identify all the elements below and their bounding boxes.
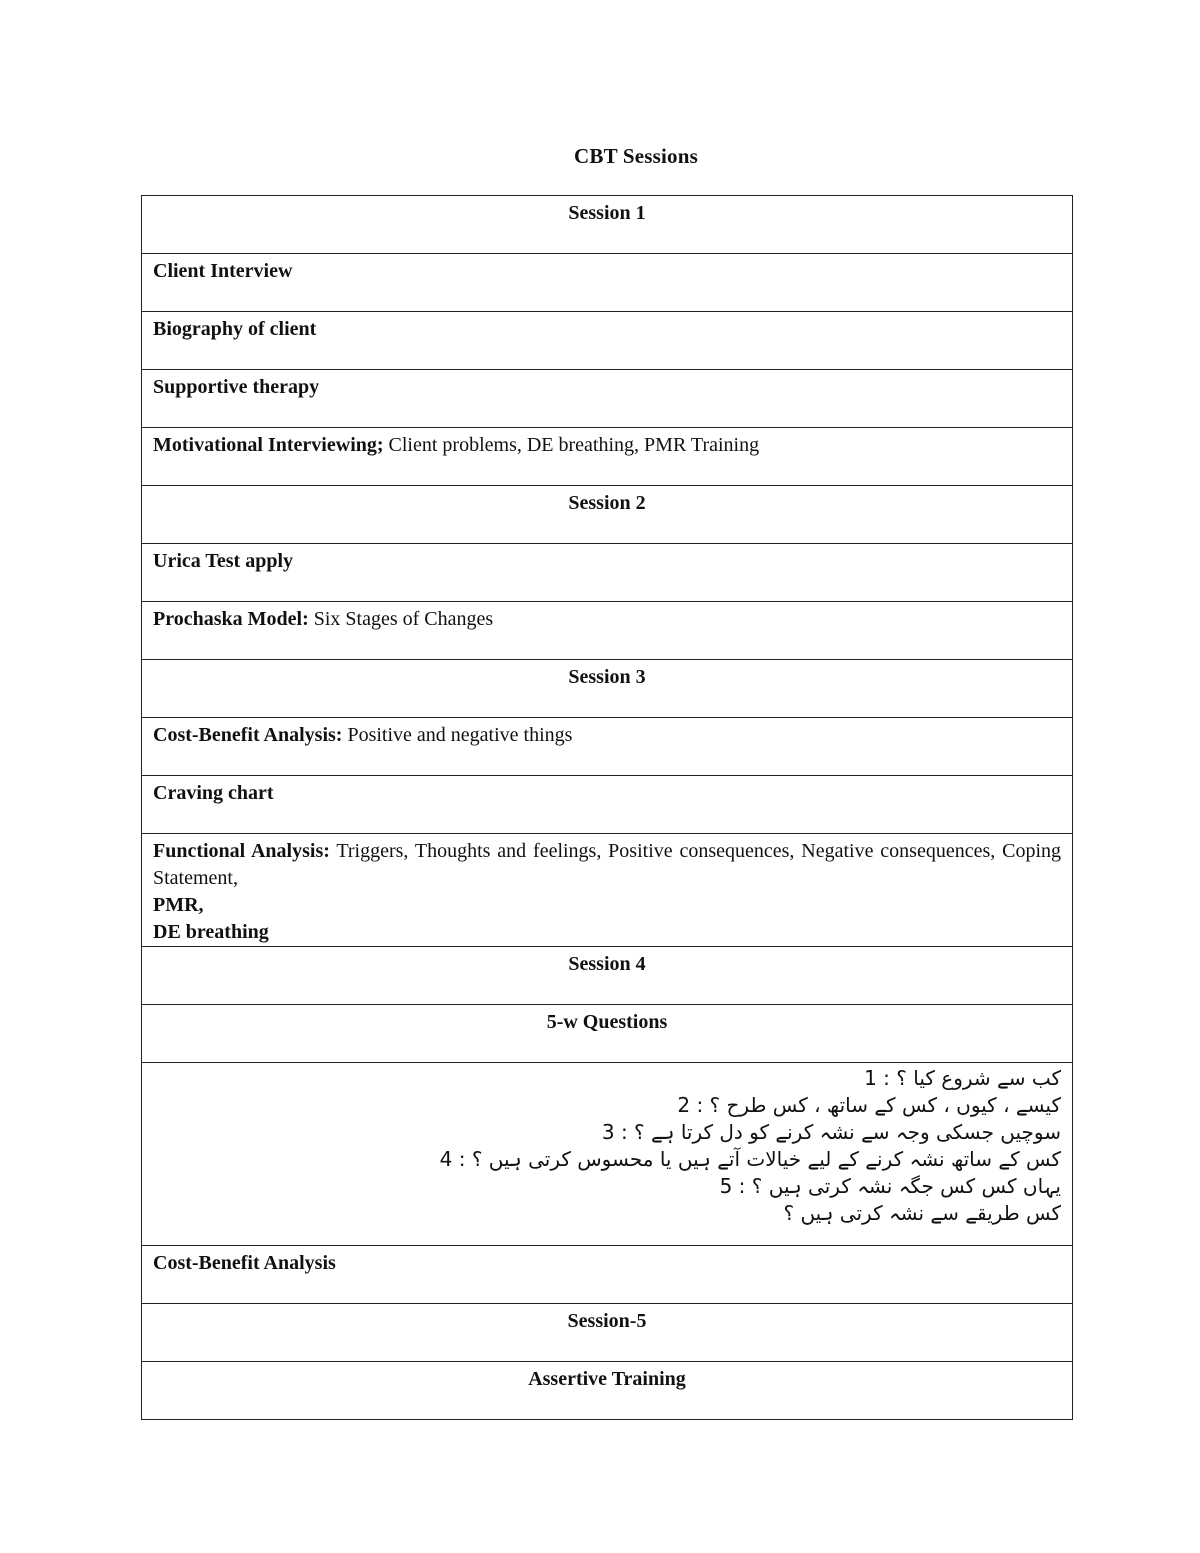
session-2-header: Session 2 [142, 486, 1073, 544]
session-4-header: Session 4 [142, 947, 1073, 1005]
table-row [142, 312, 1073, 370]
table-row [142, 544, 1073, 602]
urdu-question-3: سوچیں جسکی وجہ سے نشہ کرنے کو دل کرتا ہے ؟ : 3 [601, 1120, 1061, 1144]
table-row [142, 1005, 1073, 1063]
cost-benefit-plain-cell: Cost-Benefit Analysis [142, 1246, 1073, 1304]
sessions-table [141, 195, 1073, 1420]
table-row [142, 1063, 1073, 1246]
cba-text: Positive and negative things [342, 724, 573, 746]
urdu-question-6: کس طریقے سے نشہ کرتی ہیں ؟ [783, 1201, 1061, 1225]
prochaska-text: Six Stages of Changes [308, 608, 494, 630]
table-row [142, 486, 1073, 544]
urica-cell: Urica Test apply [142, 544, 1073, 602]
table-row [142, 254, 1073, 312]
urdu-question-5: یہاں کس کس جگہ نشہ کرتی ہیں ؟ : 5 [719, 1174, 1061, 1198]
table-row [142, 947, 1073, 1005]
session-1-header: Session 1 [142, 196, 1073, 254]
functional-analysis-cell [142, 834, 1073, 947]
table-row [142, 718, 1073, 776]
table-row [142, 1362, 1073, 1420]
fa-de-breathing: DE breathing [153, 921, 269, 943]
urdu-questions-cell [142, 1063, 1073, 1246]
supportive-therapy-cell: Supportive therapy [142, 370, 1073, 428]
document-title: CBT Sessions [574, 144, 698, 168]
prochaska-label: Prochaska Model: [153, 608, 309, 630]
fa-pmr: PMR, [153, 894, 204, 916]
urdu-question-2: کیسے ، کیوں ، کس کے ساتھ ، کس طرح ؟ : 2 [677, 1093, 1061, 1117]
mi-text: Client problems, DE breathing, PMR Training [383, 434, 760, 456]
mi-label: Motivational Interviewing; [153, 434, 384, 456]
table-row [142, 370, 1073, 428]
session-5-header: Session-5 [142, 1304, 1073, 1362]
biography-cell: Biography of client [142, 312, 1073, 370]
assertive-training-cell: Assertive Training [142, 1362, 1073, 1420]
table-row [142, 428, 1073, 486]
session-3-header: Session 3 [142, 660, 1073, 718]
fa-label: Functional Analysis: [153, 840, 330, 862]
table-row [142, 1246, 1073, 1304]
cost-benefit-cell [142, 718, 1073, 776]
cba-label: Cost-Benefit Analysis: [153, 724, 343, 746]
craving-chart-cell: Craving chart [142, 776, 1073, 834]
table-row [142, 660, 1073, 718]
prochaska-cell [142, 602, 1073, 660]
motivational-interviewing-cell [142, 428, 1073, 486]
urdu-question-4: کس کے ساتھ نشہ کرنے کے لیے خیالات آتے ہیں یا محسوس کرتی ہیں ؟ : 4 [439, 1147, 1061, 1171]
table-row [142, 602, 1073, 660]
table-row [142, 834, 1073, 947]
table-row [142, 1304, 1073, 1362]
urdu-question-1: کب سے شروع کیا ؟ : 1 [864, 1066, 1061, 1090]
client-interview-cell: Client Interview [142, 254, 1073, 312]
table-row [142, 196, 1073, 254]
five-w-questions-cell: 5-w Questions [142, 1005, 1073, 1063]
fa-text: Triggers, Thoughts and feelings, Positive consequences, Negative consequences, Coping Statement, [153, 840, 1061, 889]
table-row [142, 776, 1073, 834]
